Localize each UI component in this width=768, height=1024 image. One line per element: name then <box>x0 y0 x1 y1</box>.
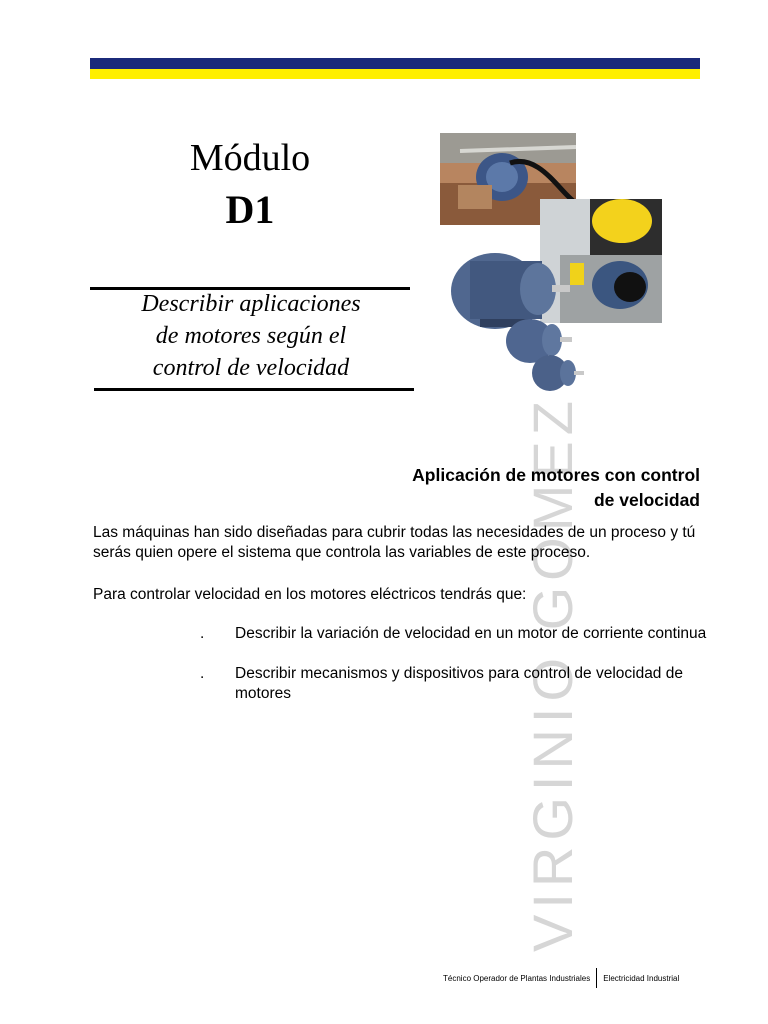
header-band-blue <box>90 58 700 69</box>
lead-paragraph: Para controlar velocidad en los motores eléctricos tendrás que: <box>93 586 527 603</box>
page-footer <box>443 968 679 988</box>
electric-motors-photo <box>440 133 662 403</box>
module-objective <box>96 288 406 384</box>
list-item <box>200 664 710 704</box>
module-code: D1 <box>225 187 275 232</box>
footer-program: Técnico Operador de Plantas Industriales <box>443 973 591 983</box>
heading-line: de velocidad <box>593 490 700 510</box>
bullet-marker: . <box>200 665 205 682</box>
list-item-text: Describir mecanismos y dispositivos para control de velocidad de motores <box>235 665 683 702</box>
footer-divider <box>596 968 597 988</box>
photo-yellow-machine <box>540 199 662 323</box>
module-label: Módulo <box>189 137 311 179</box>
bullet-marker: . <box>200 625 205 642</box>
section-heading <box>340 463 700 513</box>
objectives-list <box>200 624 710 724</box>
footer-subject: Electricidad Industrial <box>603 973 680 983</box>
watermark-text: VIRGINIO GOMEZ <box>521 395 584 952</box>
intro-paragraph: Las máquinas han sido diseñadas para cubrir todas las necesidades de un proceso y tú serás quien opere el sistema que controla las variables de este proceso. <box>93 524 696 561</box>
list-item <box>200 624 710 644</box>
heading-line: Aplicación de motores con control <box>412 465 700 485</box>
objective-line: Describir aplicaciones <box>141 291 361 317</box>
objective-line: control de velocidad <box>152 355 350 381</box>
objective-line: de motores según el <box>155 323 347 349</box>
header-band-yellow <box>90 69 700 79</box>
objective-rule-bottom <box>94 388 414 391</box>
list-item-text: Describir la variación de velocidad en un motor de corriente continua <box>235 625 707 642</box>
